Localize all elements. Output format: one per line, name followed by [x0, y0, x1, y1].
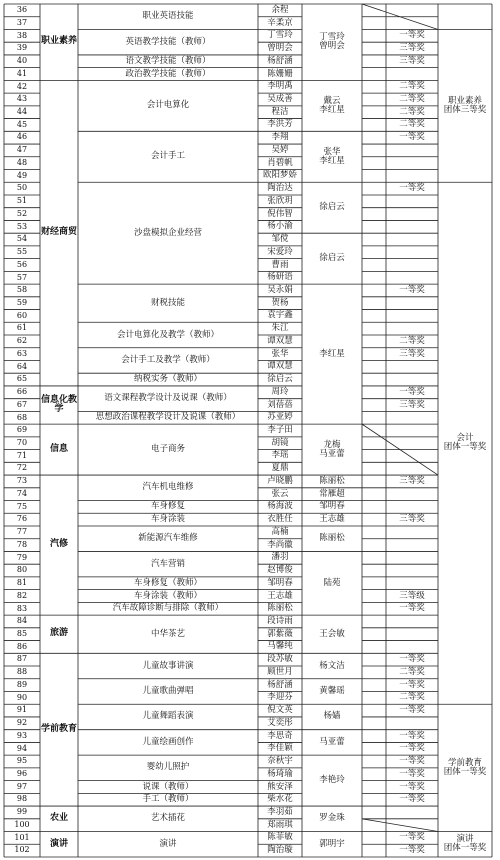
row-number: 73	[16, 476, 28, 486]
member-name: 袁宇鑫	[267, 310, 293, 321]
row-number: 91	[16, 705, 28, 715]
row-number: 89	[16, 679, 28, 689]
row-number: 88	[16, 667, 28, 677]
member-name: 郑雨琪	[267, 819, 293, 830]
row-number: 86	[16, 641, 28, 651]
member-name: 王志雄	[267, 590, 293, 601]
coach-name: 李红星	[319, 348, 345, 359]
row-number: 43	[16, 94, 28, 104]
row-number: 51	[16, 196, 28, 206]
award-level: 三等奖	[399, 399, 425, 410]
member-name: 张欣玥	[267, 195, 293, 206]
coach-name: 王志雄	[319, 514, 345, 525]
member-name: 衣胜任	[267, 514, 293, 525]
coach-name: 杨嫱	[323, 711, 341, 722]
coach-name: 杨文洁	[319, 660, 345, 671]
row-number: 101	[14, 832, 30, 842]
row-number: 82	[16, 590, 28, 600]
row-number: 92	[16, 718, 28, 728]
coach-name: 龙梅 马亚蕾	[319, 439, 345, 459]
category-label: 汽修	[49, 539, 68, 550]
row-number: 55	[16, 247, 28, 257]
row-number: 40	[16, 56, 28, 66]
award-level: 二等奖	[399, 335, 425, 346]
member-name: 李迎芬	[267, 692, 293, 703]
member-name: 张云	[271, 488, 289, 499]
row-number: 46	[16, 132, 28, 142]
row-number: 67	[16, 399, 28, 409]
member-name: 刘蓓蓓	[267, 399, 293, 410]
member-name: 陶治达	[267, 183, 293, 194]
row-number: 62	[16, 336, 28, 346]
row-number: 96	[16, 769, 28, 779]
award-level: 三等级	[399, 590, 425, 601]
row-number: 71	[16, 450, 28, 460]
row-number: 49	[16, 170, 28, 180]
member-name: 谭双慧	[267, 335, 293, 346]
coach-name: 王会敏	[319, 628, 345, 639]
row-number: 77	[16, 527, 28, 537]
project-name: 儿童绘画创作	[142, 736, 194, 747]
row-number: 97	[16, 781, 28, 791]
coach-name: 常雁超	[319, 488, 345, 499]
member-name: 李思奇	[267, 730, 293, 741]
row-number: 98	[16, 794, 28, 804]
project-name: 汽车机电维修	[142, 482, 194, 493]
member-name: 贺杨	[271, 297, 289, 308]
member-name: 张华	[271, 348, 289, 359]
row-number: 79	[16, 552, 28, 562]
member-name: 高楠	[271, 526, 289, 537]
award-level: 一等奖	[399, 756, 425, 767]
category-label: 演讲	[49, 838, 68, 849]
member-name: 潘羽	[271, 552, 289, 563]
project-name: 英语教学技能（教师）	[125, 36, 211, 47]
member-name: 曹雨	[271, 259, 289, 270]
project-name: 说课（教师）	[142, 781, 194, 792]
member-name: 邹明春	[267, 577, 293, 588]
member-name: 倪伟智	[267, 208, 293, 219]
award-level: 一等奖	[399, 386, 425, 397]
project-name: 婴幼儿照护	[146, 762, 190, 773]
project-name: 儿童歌曲弹唱	[142, 686, 194, 697]
project-name: 儿童舞蹈表演	[142, 711, 194, 722]
row-number: 87	[16, 654, 28, 664]
row-number: 53	[16, 221, 28, 231]
award-level: 二等奖	[399, 81, 425, 92]
member-name: 杨舒涵	[267, 55, 293, 66]
award-level: 三等奖	[399, 43, 425, 54]
row-number: 83	[16, 603, 28, 613]
project-name: 演讲	[159, 838, 177, 849]
coach-name: 陆苑	[323, 577, 341, 588]
member-name: 倪文英	[267, 705, 293, 716]
row-number: 90	[16, 692, 28, 702]
row-number: 68	[16, 412, 28, 422]
category-label: 旅游	[49, 628, 68, 639]
row-number: 47	[16, 145, 28, 155]
row-number: 81	[16, 578, 28, 588]
coach-name: 郭明宇	[319, 838, 345, 849]
coach-name: 徐启云	[319, 202, 345, 213]
award-level: 一等奖	[399, 705, 425, 716]
row-number: 100	[14, 819, 30, 829]
member-name: 曾明会	[267, 43, 293, 54]
project-name: 会计手工	[150, 151, 185, 162]
award-level: 一等奖	[399, 845, 425, 856]
row-number: 80	[16, 565, 28, 575]
member-name: 谭双慧	[267, 361, 293, 372]
coach-name: 邹明春	[319, 501, 345, 512]
member-name: 陈丽松	[267, 603, 293, 614]
member-name: 马馨纯	[267, 641, 293, 652]
award-level: 一等奖	[399, 730, 425, 741]
project-name: 沙盘模拟企业经营	[133, 227, 202, 238]
award-level: 一等奖	[399, 768, 425, 779]
row-number: 78	[16, 539, 28, 549]
member-name: 杨舒涵	[267, 679, 293, 690]
member-name: 李翔	[271, 132, 289, 143]
project-name: 会计电算化及教学（教师）	[116, 329, 219, 340]
member-name: 周玲	[271, 386, 289, 397]
award-level: 一等奖	[399, 794, 425, 805]
row-number: 59	[16, 297, 28, 307]
award-level: 一等奖	[399, 132, 425, 143]
coach-name: 张华 李红星	[319, 146, 345, 166]
member-name: 辛柔京	[267, 17, 293, 28]
member-name: 李子田	[267, 425, 293, 436]
row-number: 48	[16, 157, 28, 167]
category-label: 职业素养	[40, 36, 77, 47]
project-name: 纳税实务（教师）	[133, 374, 202, 385]
member-name: 吴婷	[271, 144, 289, 155]
award-level: 一等奖	[399, 679, 425, 690]
member-name: 赵博俊	[267, 565, 293, 576]
member-name: 杨海波	[267, 501, 293, 512]
member-name: 杨研语	[267, 272, 293, 283]
project-name: 手工（教师）	[142, 794, 194, 805]
member-name: 邹傥	[271, 234, 289, 245]
award-level: 二等奖	[399, 692, 425, 703]
member-name: 陶治璇	[267, 845, 293, 856]
row-number: 50	[16, 183, 28, 193]
project-name: 车身修复	[150, 501, 185, 512]
award-level: 三等奖	[399, 475, 425, 486]
member-name: 艾奕彤	[267, 717, 293, 728]
category-label: 农业	[49, 813, 68, 824]
row-number: 75	[16, 501, 28, 511]
member-name: 段苏敏	[267, 654, 293, 665]
member-name: 李佳颖	[267, 743, 293, 754]
row-number: 74	[16, 488, 28, 498]
row-number: 65	[16, 374, 28, 384]
project-name: 艺术插花	[150, 813, 185, 824]
member-name: 宋爱玲	[267, 246, 293, 257]
award-level: 一等奖	[399, 654, 425, 665]
project-name: 车身修复（教师）	[133, 577, 202, 588]
coach-name: 黄馨瑶	[319, 686, 345, 697]
award-level: 三等奖	[399, 55, 425, 66]
member-name: 奈秋宇	[267, 756, 293, 767]
coach-name: 徐启云	[319, 253, 345, 264]
project-name: 中华茶艺	[150, 628, 185, 639]
project-name: 车身涂装	[150, 514, 185, 525]
member-name: 李羽茹	[267, 806, 293, 817]
award-level: 一等奖	[399, 832, 425, 843]
row-number: 39	[16, 43, 28, 53]
row-number: 76	[16, 514, 28, 524]
row-number: 99	[16, 807, 28, 817]
award-level: 二等奖	[399, 666, 425, 677]
member-name: 苏亚婷	[267, 412, 293, 423]
row-number: 58	[16, 285, 28, 295]
diagonal-strike	[362, 819, 438, 832]
member-name: 陈姗姗	[267, 68, 293, 79]
member-name: 李瑶	[271, 450, 289, 461]
award-level: 一等奖	[399, 781, 425, 792]
member-name: 卢晓鹏	[267, 475, 293, 486]
team-award: 演讲 团体一等奖	[443, 834, 487, 854]
row-number: 69	[16, 425, 28, 435]
project-name: 新能源汽车维修	[138, 533, 198, 544]
coach-name: 马亚蕾	[319, 736, 345, 747]
member-name: 肖碧帆	[267, 157, 293, 168]
category-label: 信息	[49, 443, 68, 454]
row-number: 70	[16, 438, 28, 448]
coach-name: 李艳玲	[319, 775, 345, 786]
row-number: 102	[14, 845, 30, 855]
coach-name: 陈丽松	[319, 533, 345, 544]
category-label: 信息化教学	[40, 394, 77, 415]
award-level: 三等奖	[399, 348, 425, 359]
coach-name: 戴云 李红星	[319, 95, 345, 115]
row-number: 60	[16, 310, 28, 320]
row-number: 37	[16, 17, 28, 27]
row-number: 57	[16, 272, 28, 282]
row-number: 63	[16, 348, 28, 358]
award-level: 三等奖	[399, 514, 425, 525]
member-name: 余程	[271, 4, 289, 15]
member-name: 顾世月	[267, 666, 293, 677]
row-number: 93	[16, 730, 28, 740]
member-name: 徐启云	[267, 374, 293, 385]
project-name: 语文教学技能（教师）	[125, 55, 211, 66]
row-number: 45	[16, 119, 28, 129]
project-name: 汽车营销	[150, 558, 185, 569]
coach-name: 陈丽松	[319, 475, 345, 486]
project-name: 车身涂装（教师）	[133, 590, 202, 601]
member-name: 吴成善	[267, 94, 293, 104]
member-name: 夏鼎	[271, 463, 289, 474]
row-number: 66	[16, 387, 28, 397]
award-level: 一等奖	[399, 284, 425, 295]
row-number: 85	[16, 628, 28, 638]
award-level: 二等奖	[399, 106, 425, 117]
project-name: 政治教学技能（教师）	[125, 68, 211, 79]
coach-name: 罗金珠	[319, 813, 345, 824]
row-number: 52	[16, 208, 28, 218]
coach-name: 丁雪玲 曾明会	[319, 32, 345, 52]
row-number: 56	[16, 259, 28, 269]
project-name: 汽车故障诊断与排除（教师）	[112, 603, 224, 614]
member-name: 胡镜	[271, 437, 289, 448]
team-award: 会计 团体一等奖	[443, 433, 487, 453]
project-name: 儿童故事讲演	[142, 660, 194, 671]
row-number: 44	[16, 107, 28, 116]
row-number: 94	[16, 743, 28, 753]
row-number: 84	[16, 616, 28, 626]
row-number: 41	[16, 68, 28, 78]
category-label: 财经商贸	[40, 227, 77, 238]
member-name: 柴水花	[267, 794, 293, 805]
project-name: 语文课程教学设计及说课（教师）	[104, 393, 232, 404]
award-level: 二等奖	[399, 94, 425, 104]
project-name: 电子商务	[150, 444, 185, 455]
award-level: 二等奖	[399, 119, 425, 130]
member-name: 吴永娟	[267, 284, 293, 295]
member-name: 陈菲敏	[267, 832, 293, 843]
row-number: 64	[16, 361, 28, 371]
member-name: 郭紫薇	[267, 628, 293, 639]
category-label: 学前教育	[40, 723, 77, 734]
row-number: 95	[16, 756, 28, 766]
row-number: 38	[16, 30, 28, 40]
member-name: 李明禹	[267, 81, 293, 92]
project-name: 会计手工及教学（教师）	[121, 355, 215, 365]
member-name: 李尚徽	[267, 539, 293, 550]
team-award: 职业素养 团体三等奖	[443, 95, 487, 115]
row-number: 54	[16, 234, 28, 244]
member-name: 欧阳梦娇	[262, 170, 297, 181]
project-name: 职业英语技能	[142, 11, 194, 22]
row-number: 42	[16, 81, 28, 91]
project-name: 会计电算化	[146, 100, 190, 111]
team-award: 学前教育 团体一等奖	[443, 757, 487, 777]
member-name: 杨小渝	[267, 221, 293, 232]
member-name: 朱江	[271, 323, 289, 334]
award-level: 一等奖	[399, 30, 425, 41]
row-number: 36	[16, 5, 28, 15]
member-name: 程洁	[271, 106, 289, 117]
award-level: 一等奖	[399, 183, 425, 194]
project-name: 财税技能	[150, 297, 185, 308]
row-number: 72	[16, 463, 28, 473]
member-name: 段诗雨	[267, 615, 293, 626]
member-name: 杨琦瑜	[267, 768, 293, 779]
award-level: 一等奖	[399, 603, 425, 614]
row-number: 61	[16, 323, 28, 333]
member-name: 熊安泽	[267, 781, 293, 792]
member-name: 丁雪玲	[267, 30, 293, 41]
member-name: 李洪芳	[267, 119, 293, 130]
project-name: 思想政治课程教学设计及说课（教师）	[95, 412, 241, 423]
award-level: 一等奖	[399, 743, 425, 754]
